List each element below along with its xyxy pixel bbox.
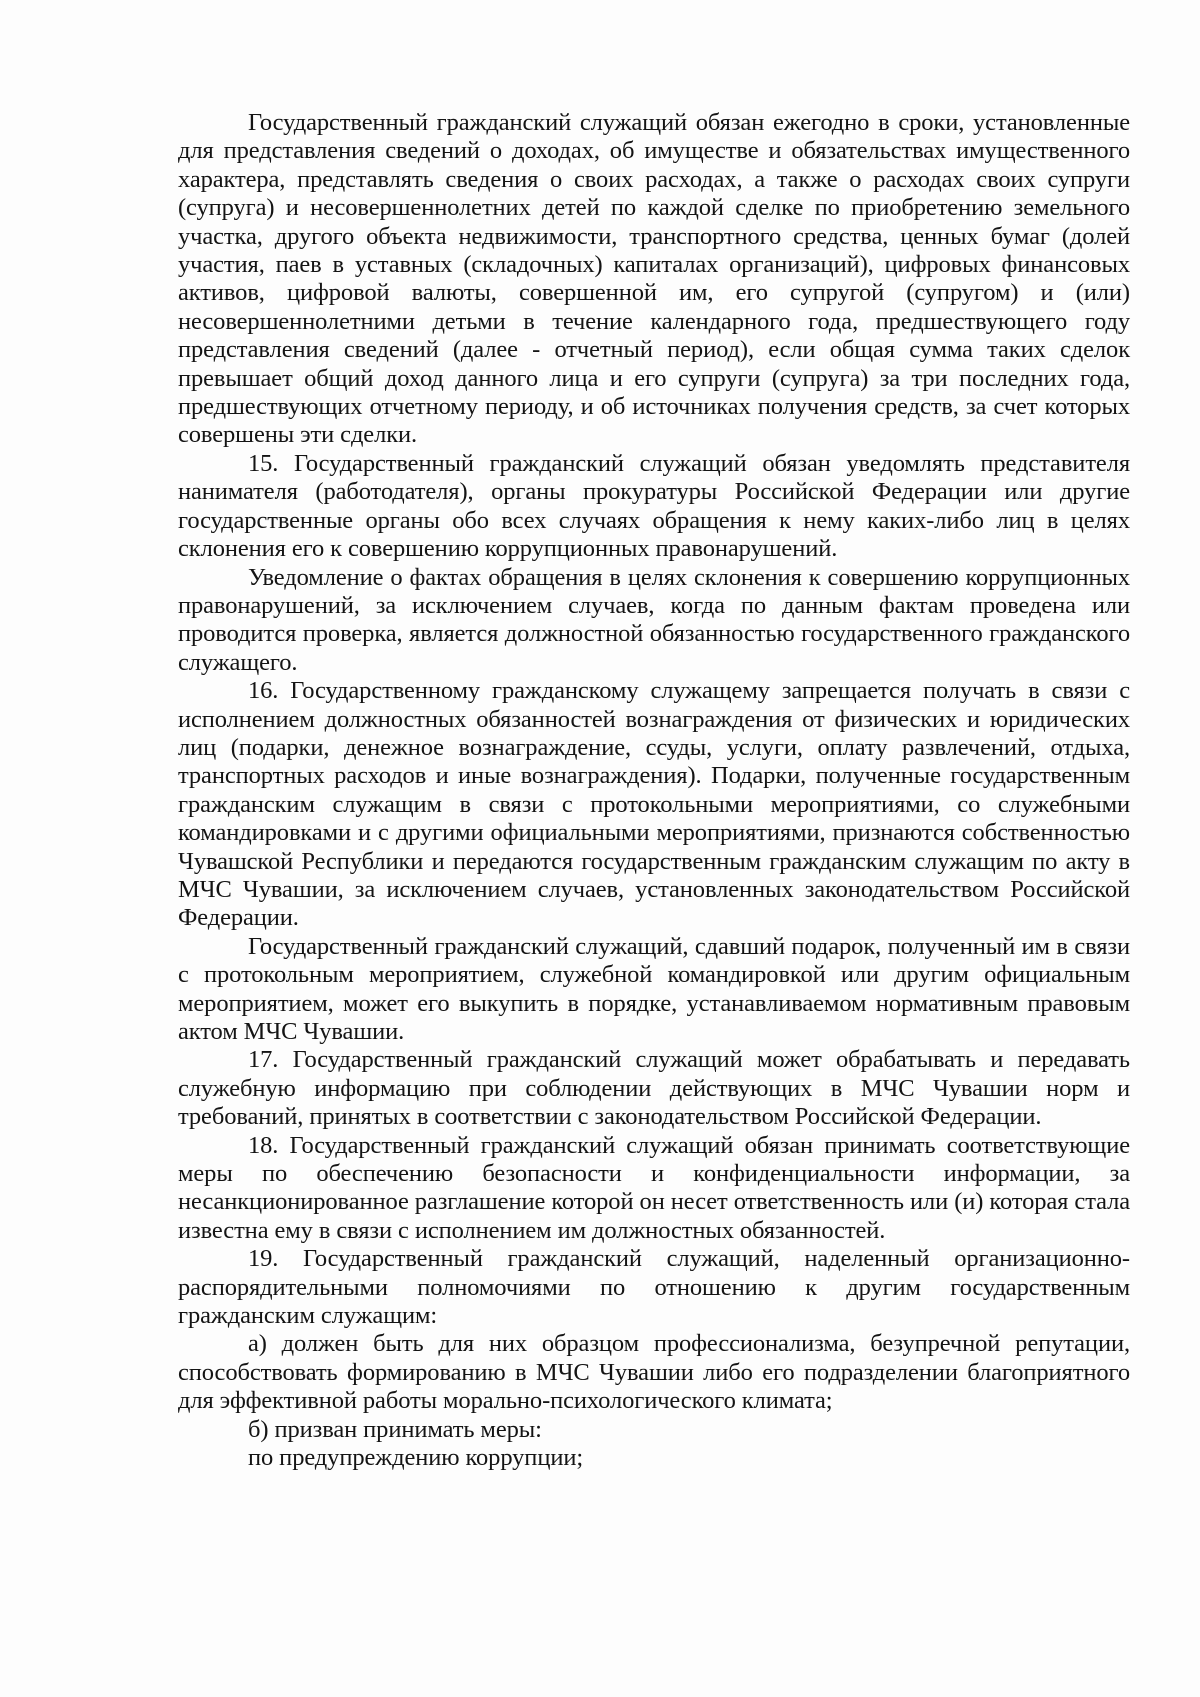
paragraph-19-managers: 19. Государственный гражданский служащий, наделенный организационно-распорядительными полномочиями по отношению к другим государственным гражданским служащим: — [178, 1245, 1130, 1330]
paragraph-18-confidentiality: 18. Государственный гражданский служащий обязан принимать соответствующие меры по обеспечению безопасности и конфиденциальности информации, за несанкционированное разглашение которой он несет ответственность или (и) которая стала известна ему в связи с исполнением им должностных обязанностей. — [178, 1131, 1130, 1244]
paragraph-expense-reporting: Государственный гражданский служащий обязан ежегодно в сроки, установленные для представления сведений о доходах, об имуществе и обязательствах имущественного характера, представлять сведения о своих расходах, а также о расходах своих супруги (супруга) и несовершеннолетних детей по каждой сделке по приобретению земельного участка, другого объекта недвижимости, транспортного средства, ценных бумаг (долей участия, паев в уставных (складочных) капиталах организаций), цифровых финансовых активов, цифровой валюты, совершенной им, его супругой (супругом) и (или) несовершеннолетними детьми в течение календарного года, предшествующего году представления сведений (далее - отчетный период), если общая сумма таких сделок превышает общий доход данного лица и его супруги (супруга) за три последних года, предшествующих отчетному периоду, и об источниках получения средств, за счет которых совершены эти сделки. — [178, 109, 1130, 449]
paragraph-corruption-prevention: по предупреждению коррупции; — [248, 1444, 584, 1472]
paragraph-16-gifts-prohibition: 16. Государственному гражданскому служащему запрещается получать в связи с исполнением должностных обязанностей вознаграждения от физических и юридических лиц (подарки, денежное вознаграждение, ссуды, услуги, оплату развлечений, отдыха, транспортных расходов и иные вознаграждения). Подарки, полученные государственным гражданским служащим в связи с протокольными мероприятиями, со служебными командировками и с другими официальными мероприятиями, признаются собственностью Чувашской Республики и передаются государственным гражданским служащим по акту в МЧС Чувашии, за исключением случаев, установленных законодательством Российской Федерации. — [178, 677, 1130, 932]
paragraph-gift-buyout: Государственный гражданский служащий, сдавший подарок, полученный им в связи с протокольным мероприятием, служебной командировкой или другим официальным мероприятием, может его выкупить в порядке, устанавливаемом нормативным правовым актом МЧС Чувашии. — [178, 932, 1130, 1045]
paragraph-notification-obligation: Уведомление о фактах обращения в целях склонения к совершению коррупционных правонарушений, за исключением случаев, когда по данным фактам проведена или проводится проверка, является должностной обязанностью государственного гражданского служащего. — [178, 563, 1130, 676]
paragraph-19b-measures: б) призван принимать меры: — [248, 1415, 542, 1443]
paragraph-17-service-information: 17. Государственный гражданский служащий может обрабатывать и передавать служебную информацию при соблюдении действующих в МЧС Чувашии норм и требований, принятых в соответствии с законодательством Российской Федерации. — [178, 1046, 1130, 1131]
document-body — [178, 109, 1130, 1473]
paragraph-15-notification-duty: 15. Государственный гражданский служащий обязан уведомлять представителя нанимателя (работодателя), органы прокуратуры Российской Федерации или другие государственные органы обо всех случаях обращения к нему каких-либо лиц в целях склонения его к совершению коррупционных правонарушений. — [178, 449, 1130, 563]
paragraph-19a-role-model: а) должен быть для них образцом профессионализма, безупречной репутации, способствовать формированию в МЧС Чувашии либо его подразделении благоприятного для эффективной работы морально-психологического климата; — [178, 1330, 1130, 1415]
